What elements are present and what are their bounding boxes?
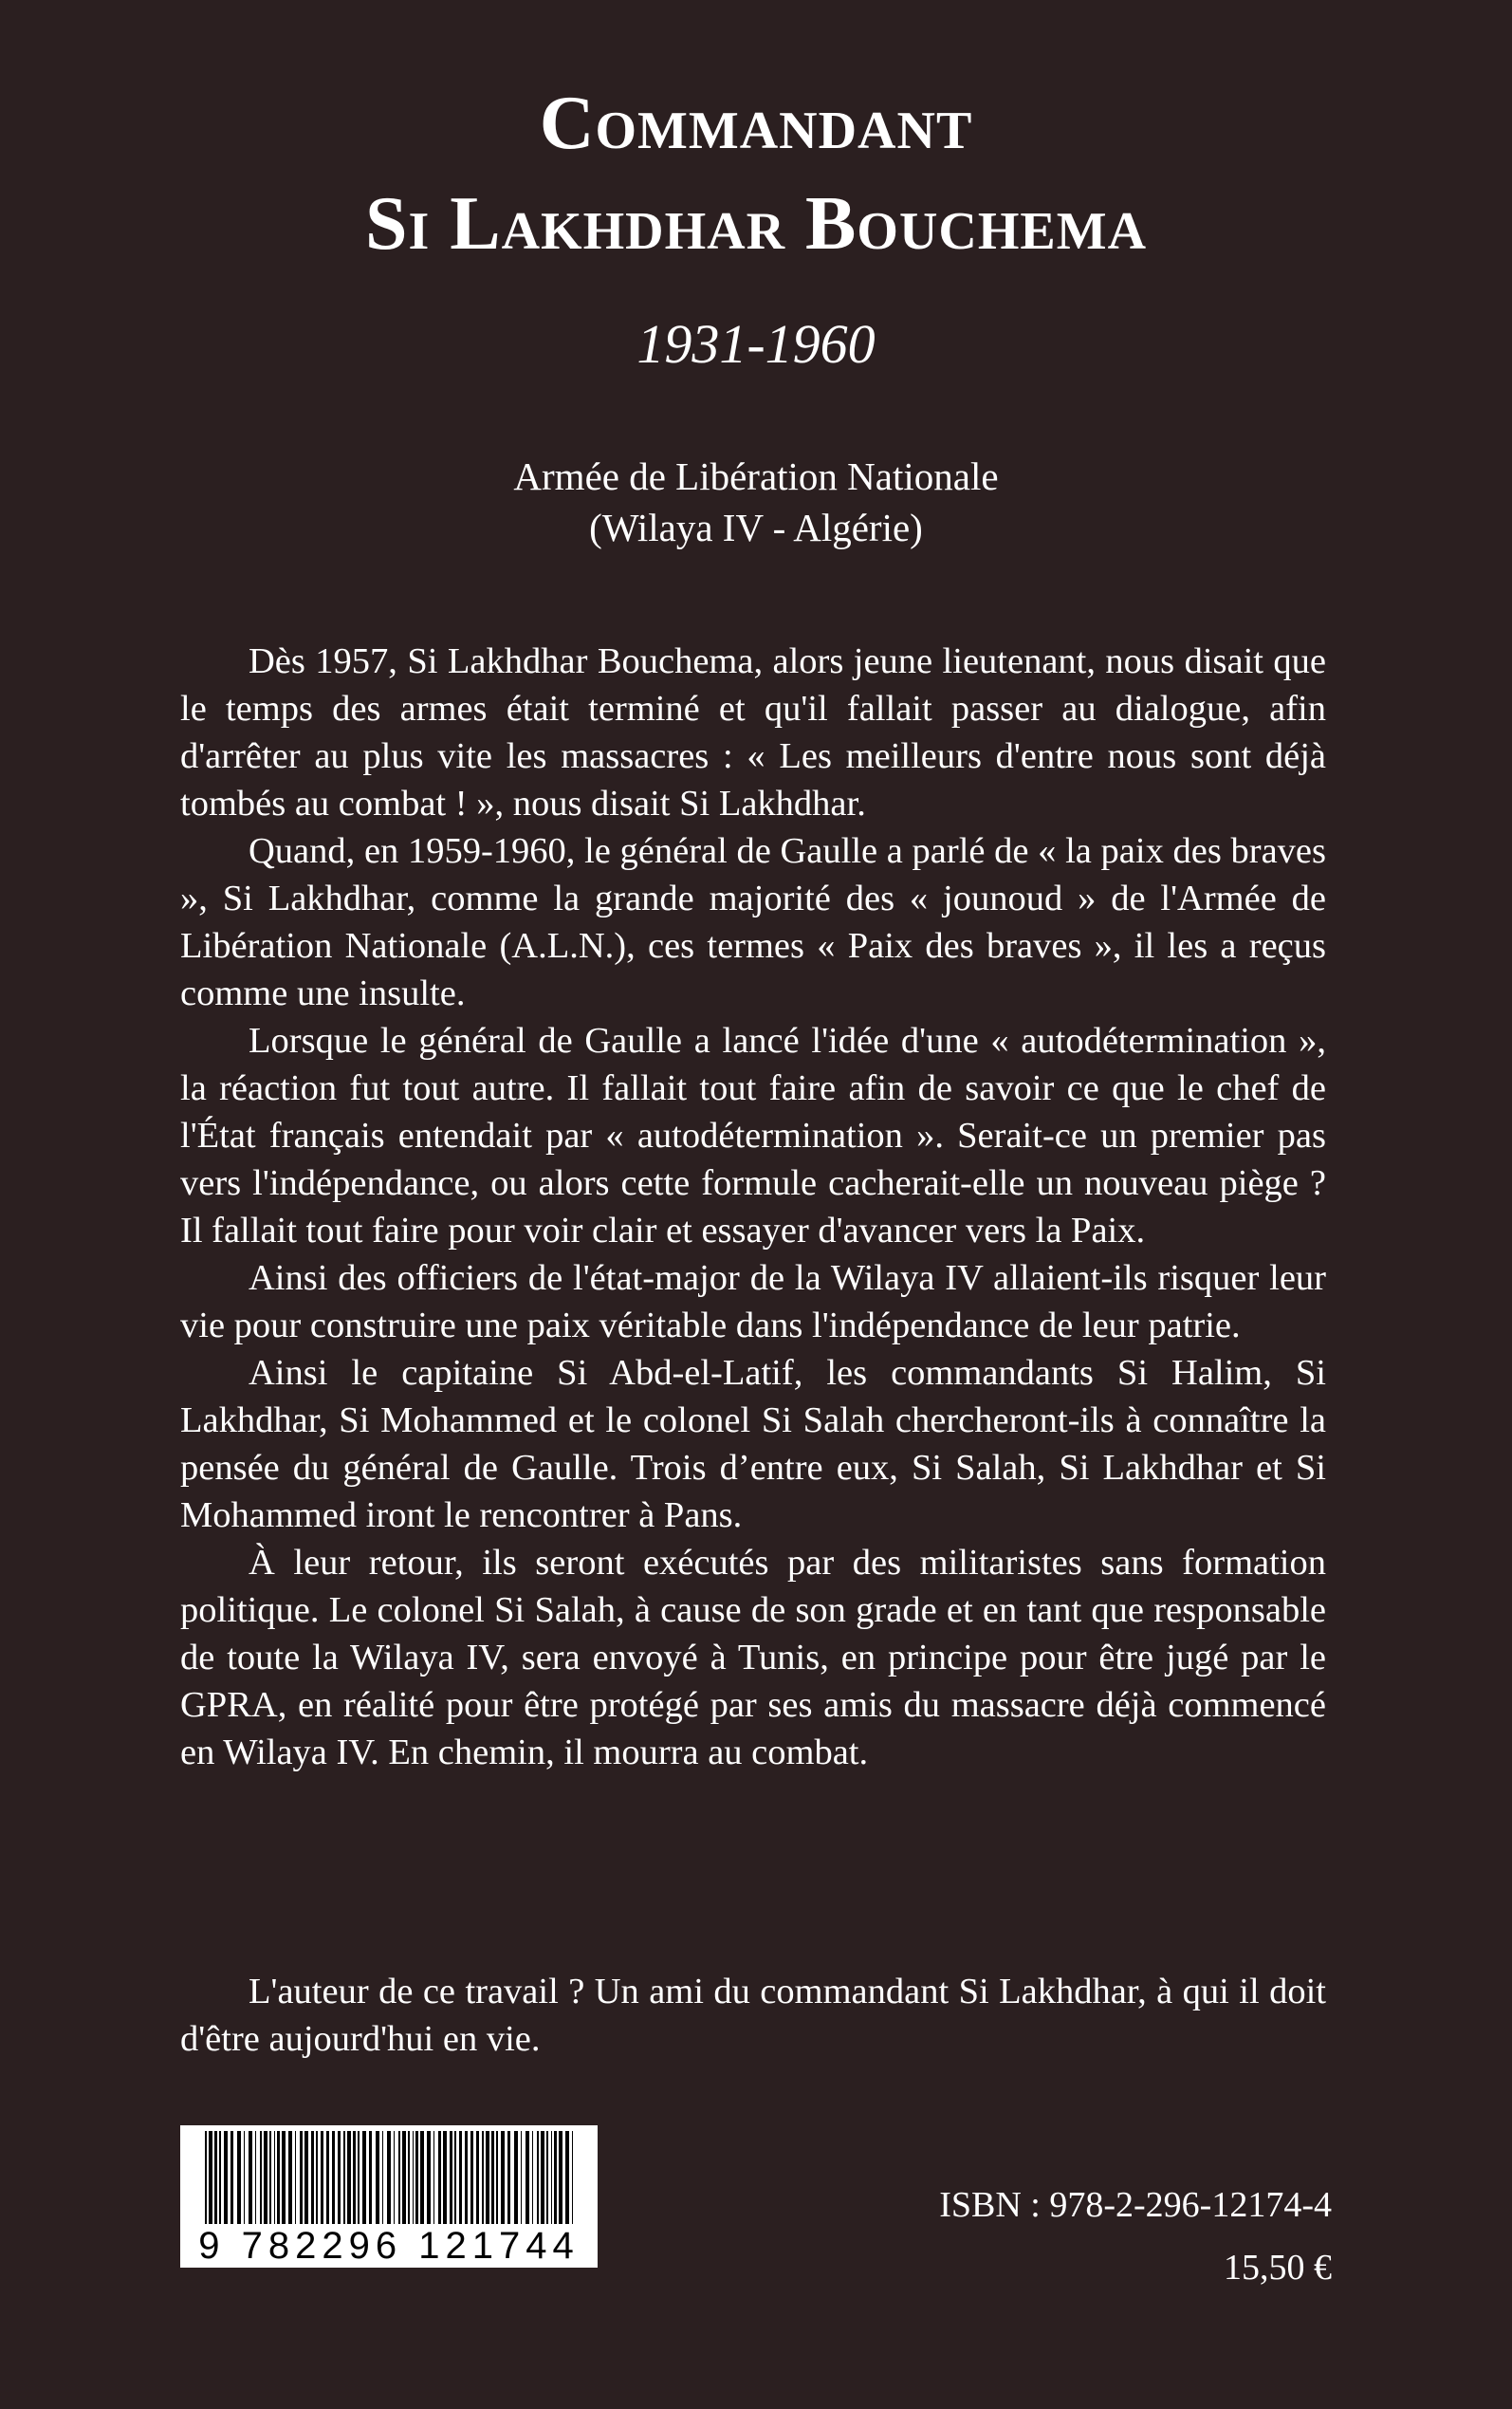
barcode-bar: [244, 2131, 245, 2224]
barcode-bar: [295, 2131, 296, 2224]
barcode-bar: [491, 2131, 494, 2224]
barcode-bar: [394, 2131, 395, 2224]
barcode-bar: [362, 2131, 366, 2224]
barcode-bar: [551, 2131, 552, 2224]
barcode-bar: [433, 2131, 434, 2224]
title-line-2: Si Lakhdhar Bouchema: [364, 182, 1148, 266]
barcode-bar: [465, 2131, 468, 2224]
barcode-bar: [402, 2131, 406, 2224]
barcode-bar: [565, 2131, 569, 2224]
barcode-bar: [269, 2131, 271, 2224]
barcode-bar: [209, 2131, 212, 2224]
barcode-bar: [332, 2131, 335, 2224]
barcode-bar: [541, 2131, 544, 2224]
paragraph: Ainsi le capitaine Si Abd-el-Latif, les commandants Si Halim, Si Lakhdhar, Si Mohammed et le colonel Si Salah chercheront-ils à connaître la pensée du général de Gaulle. Trois d’entre eux, Si Salah, Si Lakhdhar et Si Mohammed iront le rencontrer à Pans.: [180, 1353, 1326, 1535]
barcode-bar: [255, 2131, 256, 2224]
barcode-bar: [304, 2131, 308, 2224]
barcode-bar: [413, 2131, 414, 2224]
barcode-bar: [311, 2131, 314, 2224]
barcode-bar: [559, 2131, 562, 2224]
barcode-bar: [300, 2131, 303, 2224]
barcode-bar: [420, 2131, 424, 2224]
author-note: [180, 1968, 1326, 2063]
subtitle-line-2: (Wilaya IV - Algérie): [589, 506, 923, 549]
blurb: [180, 638, 1326, 1776]
barcode-bar: [450, 2131, 452, 2224]
barcode-bar: [282, 2131, 286, 2224]
barcode-bar: [532, 2131, 533, 2224]
barcode-bar: [546, 2131, 548, 2224]
author-note-text: L'auteur de ce travail ? Un ami du commandant Si Lakhdhar, à qui il doit d'être aujourd'hui en vie.: [180, 1972, 1326, 2059]
barcode-bar: [459, 2131, 462, 2224]
paragraph: Quand, en 1959-1960, le général de Gaulle a parlé de « la paix des braves », Si Lakhdhar, comme la grande majorité des « jounoud » de l'Armée de Libération Nationale (A.L.N.), ces termes « Paix des braves », il les a reçus comme une insulte.: [180, 831, 1326, 1013]
barcode-bar: [415, 2131, 418, 2224]
barcode-bar: [219, 2131, 221, 2224]
barcode-bar: [274, 2131, 275, 2224]
paragraph: À leur retour, ils seront exécutés par des militaristes sans formation politique. Le colonel Si Salah, à cause de son grade et en tant que responsable de toute la Wilaya IV, sera envoyé à Tunis, en principe pour être jugé par le GPRA, en réalité pour être protégé par ses amis du massacre déjà commencé en Wilaya IV. En chemin, il mourra au combat.: [180, 1543, 1326, 1772]
barcode-bar: [537, 2131, 539, 2224]
title-block: [0, 76, 1512, 378]
barcode-bar: [382, 2131, 383, 2224]
barcode-bar: [277, 2131, 280, 2224]
barcode-bar: [205, 2131, 207, 2224]
barcode-bar: [347, 2131, 351, 2224]
barcode-bar: [398, 2131, 400, 2224]
paragraph: Ainsi des officiers de l'état-major de la Wilaya IV allaient-ils risquer leur vie pour construire une paix véritable dans l'indépendance de leur patrie.: [180, 1258, 1326, 1345]
life-dates: 1931-1960: [636, 313, 876, 375]
barcode-bar: [343, 2131, 345, 2224]
barcode-bar: [443, 2131, 447, 2224]
barcode-bar: [554, 2131, 557, 2224]
barcode-bar: [501, 2131, 505, 2224]
barcode: [180, 2125, 598, 2268]
barcode-number: 9 782296 121744: [180, 2224, 598, 2268]
barcode-bar: [486, 2131, 489, 2224]
barcode-bar: [496, 2131, 498, 2224]
barcode-bar: [214, 2131, 217, 2224]
barcode-bar: [376, 2131, 379, 2224]
barcode-bar: [321, 2131, 323, 2224]
barcode-bar: [369, 2131, 372, 2224]
barcode-bar: [507, 2131, 510, 2224]
barcode-bar: [249, 2131, 252, 2224]
barcode-bar: [470, 2131, 473, 2224]
price: 15,50 €: [1224, 2248, 1332, 2288]
barcode-bar: [264, 2131, 267, 2224]
barcode-bar: [438, 2131, 441, 2224]
barcode-bar: [387, 2131, 391, 2224]
barcode-bar: [338, 2131, 341, 2224]
barcode-bar: [476, 2131, 479, 2224]
barcode-bar: [326, 2131, 329, 2224]
isbn: ISBN : 978-2-296-12174-4: [939, 2185, 1332, 2225]
barcode-bar: [521, 2131, 522, 2224]
barcode-bar: [454, 2131, 456, 2224]
barcode-bar: [514, 2131, 518, 2224]
barcode-bar: [288, 2131, 292, 2224]
subtitle: [0, 451, 1512, 553]
barcode-bar: [572, 2131, 573, 2224]
barcode-bar: [260, 2131, 262, 2224]
barcode-bars: [180, 2125, 598, 2224]
barcode-bar: [237, 2131, 241, 2224]
barcode-bar: [358, 2131, 360, 2224]
barcode-bar: [408, 2131, 410, 2224]
barcode-bar: [316, 2131, 318, 2224]
paragraph: Lorsque le général de Gaulle a lancé l'idée d'une « autodétermination », la réaction fut tout autre. Il fallait tout faire afin de savoir ce que le chef de l'État français entendait par « autodétermination ». Serait-ce un premier pas vers l'indépendance, ou alors cette formule cacherait-elle un nouveau piège ? Il fallait tout faire pour voir clair et essayer d'avancer vers la Paix.: [180, 1021, 1326, 1251]
barcode-bar: [526, 2131, 529, 2224]
subtitle-line-1: Armée de Libération Nationale: [513, 454, 999, 498]
barcode-bar: [353, 2131, 356, 2224]
title-line-1: Commandant: [539, 82, 973, 165]
paragraph: Dès 1957, Si Lakhdhar Bouchema, alors jeune lieutenant, nous disait que le temps des armes était terminé et qu'il fallait passer au dialogue, afin d'arrêter au plus vite les massacres : « Les meilleurs d'entre nous sont déjà tombés au combat ! », nous disait Si Lakhdhar.: [180, 641, 1326, 824]
barcode-bar: [427, 2131, 431, 2224]
barcode-bar: [230, 2131, 233, 2224]
barcode-bar: [224, 2131, 228, 2224]
barcode-bar: [482, 2131, 484, 2224]
